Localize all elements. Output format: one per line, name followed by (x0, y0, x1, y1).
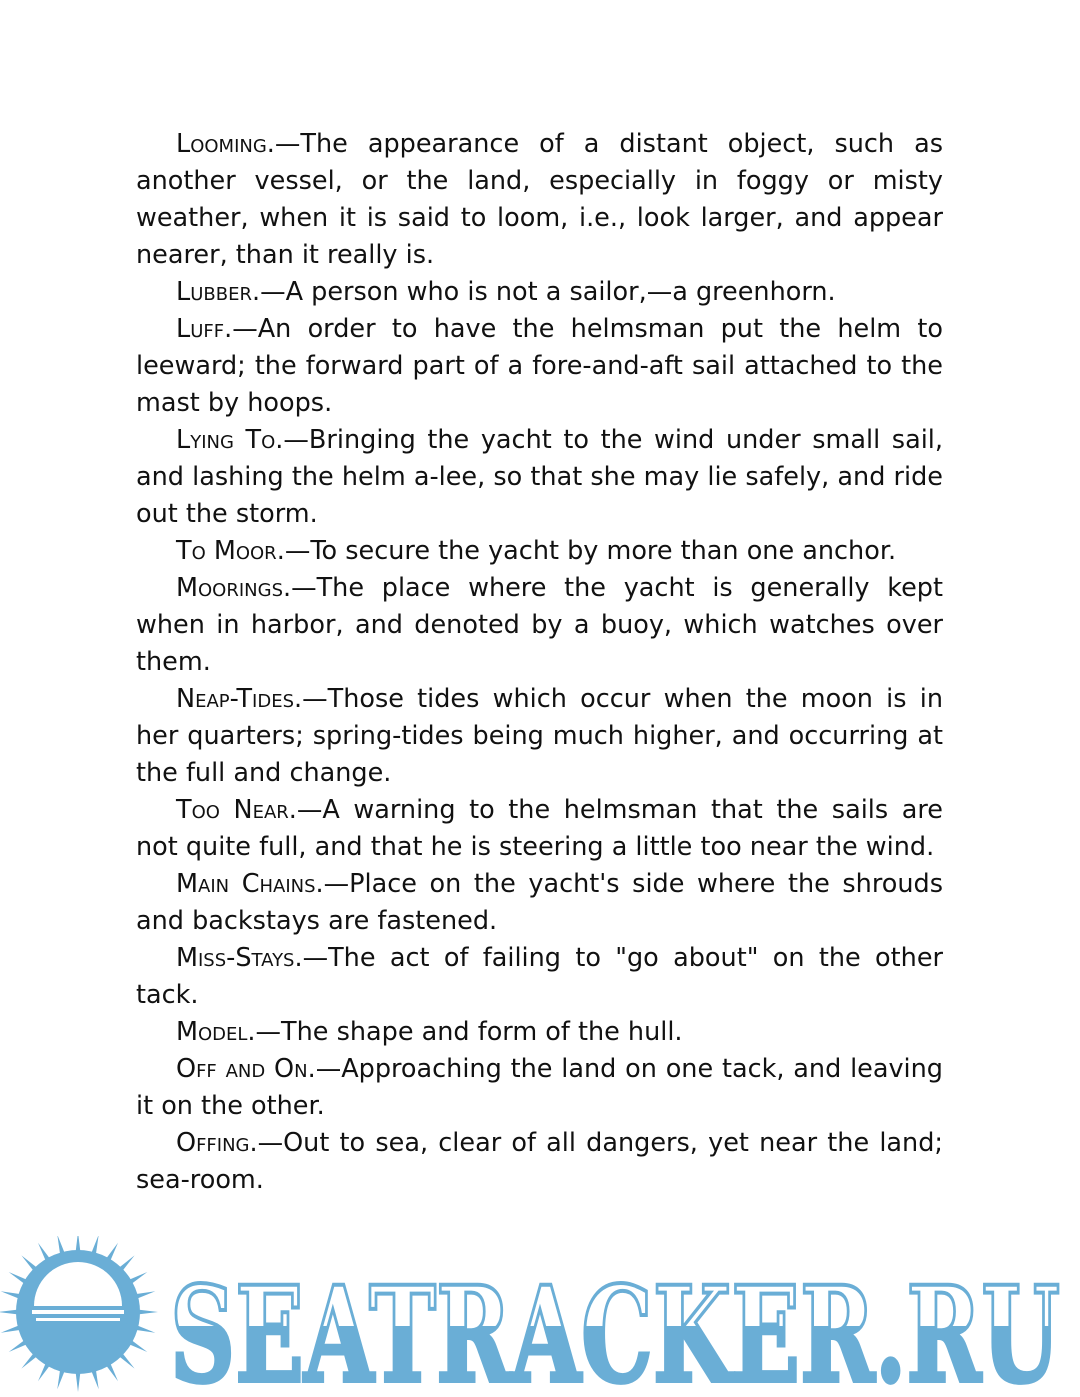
entry-definition: —Out to sea, clear of all dangers, yet near the land; sea-room. (136, 1128, 943, 1195)
entry-term: Neap-Tides. (176, 684, 303, 714)
glossary-entry-too-near (136, 792, 943, 866)
entry-term: To Moor. (176, 536, 285, 566)
entry-definition: —To secure the yacht by more than one anchor. (284, 536, 897, 566)
glossary-entry-main-chains (136, 866, 943, 940)
entry-definition: —An order to have the helmsman put the helm to leeward; the forward part of a fore-and-aft sail attached to the mast by hoops. (136, 314, 943, 418)
glossary-entry-miss-stays (136, 940, 943, 1014)
entry-term: Off and On. (176, 1054, 316, 1084)
entry-definition: —The place where the yacht is generally kept when in harbor, and denoted by a buoy, which watches over them. (136, 573, 943, 677)
sun-ray (74, 1236, 81, 1262)
glossary-entry-off-and-on (136, 1051, 943, 1125)
glossary-entry-lubber (136, 274, 943, 311)
glossary-entry-to-moor (136, 533, 943, 570)
glossary-entry-offing (136, 1125, 943, 1199)
glossary-text (136, 126, 943, 1199)
entry-term: Model. (176, 1017, 256, 1047)
entry-term: Luff. (176, 314, 233, 344)
sun-ray (0, 1308, 28, 1315)
glossary-entry-model (136, 1014, 943, 1051)
entry-term: Offing. (176, 1128, 258, 1158)
watermark-logo (0, 1236, 1080, 1397)
entry-definition: —Place on the yacht's side where the shrouds and backstays are fastened. (136, 869, 943, 936)
sun-ray (74, 1362, 81, 1392)
watermark-text: SEATRACKER.RU (170, 1258, 1060, 1397)
entry-definition: —The appearance of a distant object, such as another vessel, or the land, especially in foggy or misty weather, when it is said to loom, i.e., look larger, and appear nearer, than it really is. (136, 129, 943, 270)
entry-definition: —A warning to the helmsman that the sails are not quite full, and that he is steering a little too near the wind. (136, 795, 943, 862)
entry-term: Too Near. (176, 795, 297, 825)
entry-term: Miss-Stays. (176, 943, 303, 973)
entry-definition: —Those tides which occur when the moon is in her quarters; spring-tides being much higher, and occurring at the full and change. (136, 684, 943, 788)
entry-definition: —Bringing the yacht to the wind under small sail, and lashing the helm a-lee, so that she may lie safely, and ride out the storm. (136, 425, 943, 529)
entry-term: Main Chains. (176, 869, 324, 899)
entry-definition: —A person who is not a sailor,—a greenhorn. (260, 277, 836, 307)
sun-ray (128, 1308, 158, 1315)
glossary-entry-looming (136, 126, 943, 274)
glossary-entry-moorings (136, 570, 943, 681)
entry-definition: —The act of failing to "go about" on the other tack. (136, 943, 943, 1010)
entry-term: Lubber. (176, 277, 261, 307)
glossary-entry-luff (136, 311, 943, 422)
sun-over-sea-icon (0, 1236, 158, 1392)
entry-definition: —The shape and form of the hull. (255, 1017, 683, 1047)
entry-term: Lying To. (176, 425, 284, 455)
entry-definition: —Approaching the land on one tack, and leaving it on the other. (136, 1054, 943, 1121)
entry-term: Moorings. (176, 573, 292, 603)
glossary-entry-lying-to (136, 422, 943, 533)
entry-term: Looming. (176, 129, 275, 159)
glossary-entry-neap-tides (136, 681, 943, 792)
